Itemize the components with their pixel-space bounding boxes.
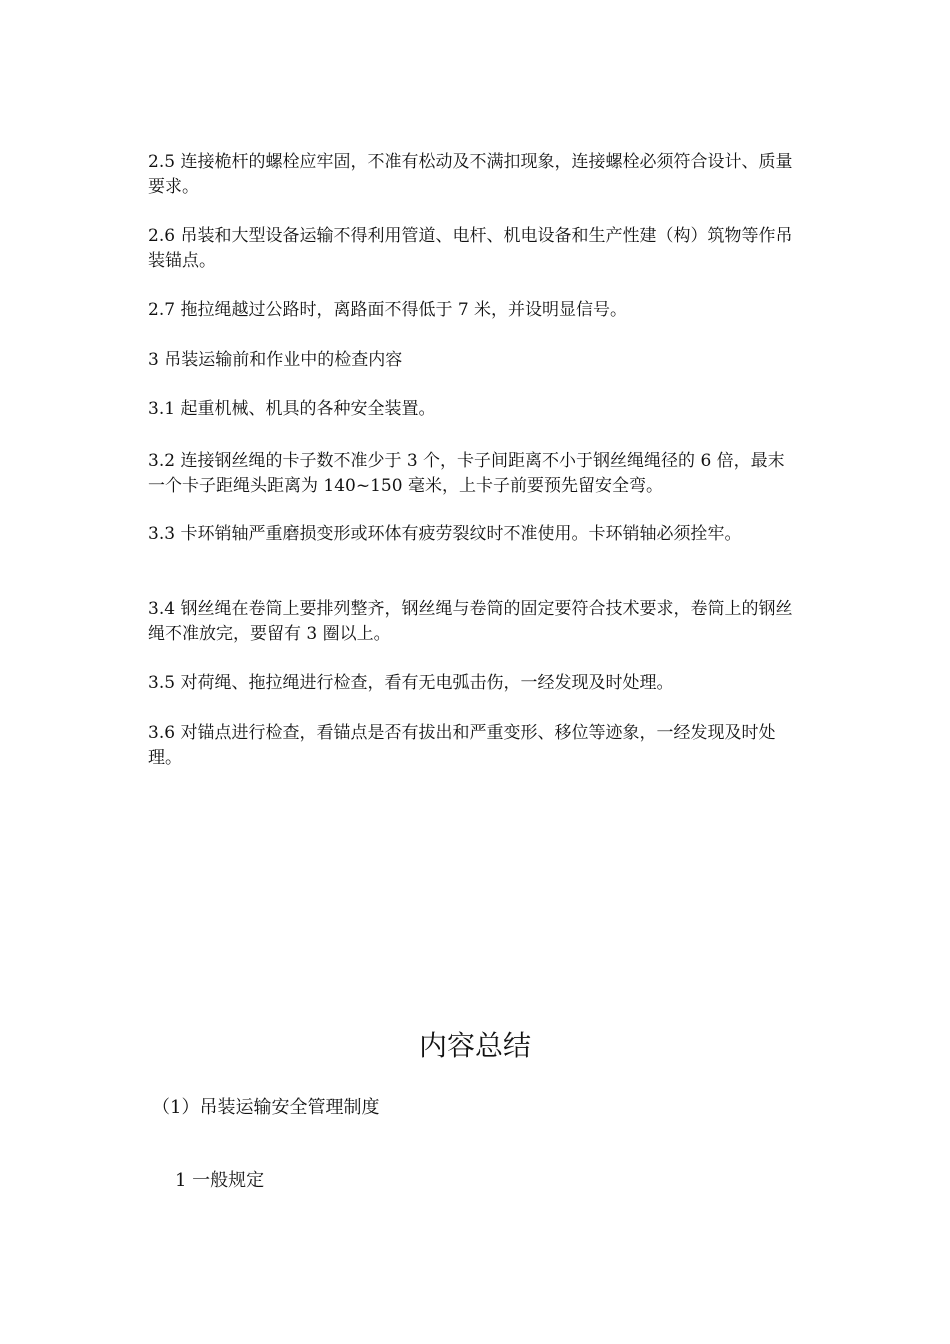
paragraph-3-6: 3.6 对锚点进行检查，看锚点是否有拔出和严重变形、移位等迹象，一经发现及时处理。 <box>148 723 776 768</box>
paragraph-3-5: 3.5 对荷绳、拖拉绳进行检查，看有无电弧击伤，一经发现及时处理。 <box>148 673 674 693</box>
paragraph-2-7: 2.7 拖拉绳越过公路时，离路面不得低于 7 米，并设明显信号。 <box>148 300 628 320</box>
summary-item-1: （1）吊装运输安全管理制度 <box>152 1097 380 1118</box>
section-heading-3: 3 吊装运输前和作业中的检查内容 <box>148 350 403 370</box>
paragraph-3-1: 3.1 起重机械、机具的各种安全装置。 <box>148 399 436 419</box>
summary-title: 内容总结 <box>418 1029 531 1062</box>
summary-item-2: 1 一般规定 <box>175 1170 265 1191</box>
paragraph-3-3: 3.3 卡环销轴严重磨损变形或环体有疲劳裂纹时不准使用。卡环销轴必须拴牢。 <box>148 524 742 544</box>
paragraph-3-2: 3.2 连接钢丝绳的卡子数不准少于 3 个，卡子间距离不小于钢丝绳绳径的 6 倍，最末一个卡子距绳头距离为 140~150 毫米，上卡子前要预先留安全弯。 <box>148 451 785 496</box>
paragraph-2-5: 2.5 连接桅杆的螺栓应牢固，不准有松动及不满扣现象，连接螺栓必须符合设计、质量要求。 <box>148 152 793 197</box>
paragraph-2-6: 2.6 吊装和大型设备运输不得利用管道、电杆、机电设备和生产性建（构）筑物等作吊装锚点。 <box>148 226 793 271</box>
paragraph-3-4: 3.4 钢丝绳在卷筒上要排列整齐，钢丝绳与卷筒的固定要符合技术要求，卷筒上的钢丝绳不准放完，要留有 3 圈以上。 <box>148 599 793 644</box>
